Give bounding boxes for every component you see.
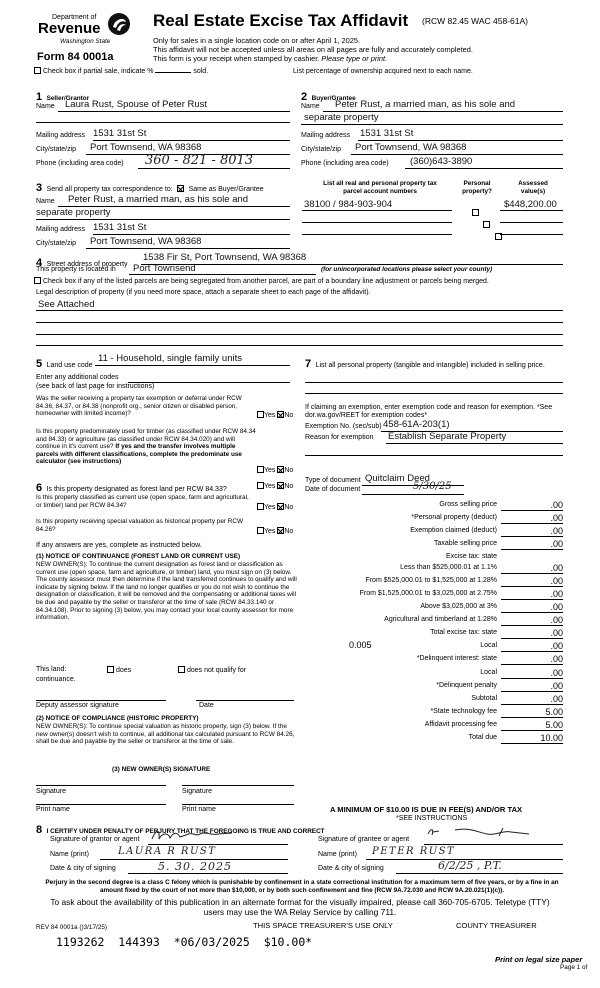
- historic-question: Is this property receiving special valuation as historical property per RCW 84.26?: [36, 518, 244, 533]
- revision-label: REV 84 0001a ()3/17/25): [36, 924, 108, 931]
- page-title: Real Estate Excise Tax Affidavit: [153, 11, 409, 30]
- new-owner-print-label-2: Print name: [182, 806, 216, 813]
- seller-name-field[interactable]: Laura Rust, Spouse of Peter Rust: [65, 99, 208, 110]
- same-as-buyer-checkbox[interactable]: [177, 185, 184, 192]
- seller-city-field[interactable]: Port Townsend, WA 98368: [90, 142, 202, 153]
- calc-row-label: From $1,525,000.01 to $3,025,000 at 2.75%: [359, 590, 497, 597]
- rcw-reference: (RCW 82.45 WAC 458-61A): [422, 16, 528, 26]
- grantee-name-label: Name (print): [318, 851, 357, 858]
- grantee-signature-label: Signature of grantee or agent: [318, 836, 410, 843]
- treasurer-use-label: THIS SPACE TREASURER'S USE ONLY: [253, 921, 393, 930]
- calc-row-value[interactable]: .00: [501, 615, 563, 626]
- current-use-yes-checkbox[interactable]: [257, 503, 264, 510]
- header-note-2: This affidavit will not be accepted unless all areas on all pages are fully and accurately completed.: [153, 45, 473, 54]
- calc-row: [305, 513, 567, 525]
- calc-row-value[interactable]: .00: [501, 576, 563, 587]
- logo-dept: Department of: [52, 14, 97, 21]
- calc-row-label: Local: [480, 669, 497, 676]
- calc-row: [305, 681, 567, 693]
- timber-yes-no: Yes No: [257, 466, 293, 476]
- current-use-yes-no: Yes No: [257, 503, 293, 513]
- calc-row-value[interactable]: 10.00: [501, 733, 563, 744]
- buyer-phone-field[interactable]: (360)643-3890: [410, 156, 473, 167]
- timber-yes-checkbox[interactable]: [257, 466, 264, 473]
- compliance-heading: (2) NOTICE OF COMPLIANCE (HISTORIC PROPERTY): [36, 715, 199, 722]
- form-number: Form 84 0001a: [37, 51, 114, 63]
- exemption-number-label: Exemption No. (sec/sub): [305, 423, 382, 430]
- compliance-body: NEW OWNER(S): To continue special valuation as historic property, sign (3) below. If the new owner(s) doesn't wish to continue, all additional tax calculated pursuant to RCW 84.26, shall be due and payable by the seller or transferor at the time of sale.: [36, 723, 295, 746]
- calc-row-value[interactable]: .00: [501, 526, 563, 537]
- calc-row: [305, 733, 567, 745]
- property-street-field[interactable]: 1538 Fir St, Port Townsend, WA 98368: [143, 252, 307, 263]
- located-field[interactable]: Port Townsend: [133, 263, 196, 274]
- calc-row-label: Total excise tax: state: [430, 629, 497, 636]
- forest-no-checkbox[interactable]: [277, 482, 284, 489]
- new-owner-signature-label-1: Signature: [36, 788, 66, 795]
- assessed-value-field[interactable]: $448,200.00: [504, 199, 557, 210]
- exemption-question: Was the seller receiving a property tax exemption or deferral under RCW 84.36, 84.37, or 84.38 (nonprofit org., senior citizen or disabled person, homeowner with limited income)?: [36, 395, 242, 418]
- historic-yes-no: Yes No: [257, 527, 293, 537]
- document-date-field[interactable]: 5/30/25: [413, 481, 452, 492]
- does-qualify-checkbox[interactable]: [107, 666, 114, 673]
- calc-row-value[interactable]: .00: [501, 654, 563, 665]
- calc-row-label: Above $3,025,000 at 3%: [420, 603, 497, 610]
- legal-description-field[interactable]: See Attached: [38, 299, 95, 310]
- accessibility-notice: To ask about the availability of this publication in an alternate format for the visually impaired, please call 360-705-6705. Teletype (TTY) users may use the WA Relay Service by calling 711.: [50, 897, 550, 917]
- segregated-checkbox[interactable]: [34, 277, 41, 284]
- calc-row-value[interactable]: .00: [501, 694, 563, 705]
- correspondence-mailing-label: Mailing address: [36, 226, 86, 233]
- grantor-name-field[interactable]: LAURA R RUST: [118, 846, 217, 857]
- section-5-heading: 5 Land use code: [36, 358, 93, 370]
- calc-row-label: Local: [480, 642, 497, 649]
- section-4-heading: 4 Street address of property: [36, 257, 128, 269]
- partial-sale-checkbox[interactable]: [34, 67, 41, 74]
- calc-row: [305, 720, 567, 732]
- buyer-city-label: City/state/zip: [301, 146, 342, 153]
- calc-row-value[interactable]: .00: [501, 681, 563, 692]
- seller-name-label: Name: [36, 103, 55, 110]
- buyer-city-field[interactable]: Port Townsend, WA 98368: [355, 142, 467, 153]
- calc-row: [305, 615, 567, 627]
- cashier-stamp: 1193262 144393 *06/03/2025 $10.00*: [56, 935, 313, 949]
- exemption-yes-no: Yes No: [257, 411, 293, 421]
- current-use-question: Is this property classified as current use (open space, farm and agricultural, or timber) land per RCW 84.34?: [36, 494, 249, 509]
- grantee-date-field[interactable]: 6/2/25 , P.T.: [438, 859, 502, 872]
- calc-row-value[interactable]: 5.00: [501, 707, 563, 718]
- perjury-notice: Perjury in the second degree is a class C felony which is punishable by confinement in a state correctional institution for a maximum term of five years, or by a fine in an amount fixed by the court of not more than $10,000, or by both such confinement and fine (RCW 9A.72.030 and RCW 9A.20.021(1)(c)).: [45, 879, 559, 894]
- grantee-signature[interactable]: [425, 824, 535, 842]
- calc-row-value[interactable]: .00: [501, 500, 563, 511]
- page-number: Page 1 of: [560, 964, 588, 971]
- land-use-code-field[interactable]: 11 - Household, single family units: [98, 353, 242, 364]
- new-owner-print-label-1: Print name: [36, 806, 70, 813]
- correspondence-mailing-field[interactable]: 1531 31st St: [93, 222, 147, 233]
- grantor-date-field[interactable]: 5. 30. 2025: [158, 860, 232, 873]
- calc-row: [305, 654, 567, 666]
- continuance-heading: (1) NOTICE OF CONTINUANCE (FOREST LAND OR CURRENT USE): [36, 553, 241, 560]
- calc-row-label: Total due: [468, 734, 497, 741]
- deputy-date-label: Date: [199, 702, 214, 709]
- calc-row-value[interactable]: .00: [501, 589, 563, 600]
- parcel-header: List all real and personal property tax parcel account numbers: [323, 180, 437, 195]
- section-8-heading: 8 I CERTIFY UNDER PENALTY OF PERJURY THAT THE FOREGOING IS TRUE AND CORRECT: [36, 824, 325, 836]
- continuance-label: continuance.: [36, 676, 76, 683]
- forest-yes-no: Yes No: [257, 482, 293, 492]
- calc-row-label: *Delinquent penalty: [436, 682, 497, 689]
- located-note: (for unincorporated locations please select your county): [321, 266, 493, 273]
- minimum-due-notice: A MINIMUM OF $10.00 IS DUE IN FEE(S) AND/OR TAX: [330, 805, 523, 814]
- forest-yes-checkbox[interactable]: [257, 482, 264, 489]
- calc-row: [305, 576, 567, 588]
- grantee-date-label: Date & city of signing: [318, 865, 384, 872]
- timber-no-checkbox[interactable]: [277, 466, 284, 473]
- legal-description-label: Legal description of property (if you need more space, attach a separate sheet to each page of the affidavit).: [36, 289, 371, 296]
- section-2-heading: 2 Buyer/Grantee: [301, 91, 356, 103]
- correspondence-city-label: City/state/zip: [36, 240, 77, 247]
- historic-no-checkbox[interactable]: [277, 527, 284, 534]
- exemption-number-field[interactable]: 458-61A-203(1): [383, 419, 450, 430]
- calc-row-value[interactable]: .00: [501, 628, 563, 639]
- legal-size-note: Print on legal size paper: [495, 955, 583, 964]
- washington-swirl-icon: [107, 12, 131, 36]
- if-any-note: If any answers are yes, complete as instructed below.: [36, 542, 202, 549]
- calc-row-label: Less than $525,000.01 at 1.1%: [400, 564, 497, 571]
- calc-row-label: Gross selling price: [439, 501, 497, 508]
- local-rate: 0.005: [349, 640, 372, 650]
- this-land-label: This land:: [36, 666, 67, 673]
- assessed-value-header: Assessed value(s): [518, 180, 548, 195]
- personal-property-checkbox-2[interactable]: [483, 221, 490, 228]
- new-owner-signature-label-2: Signature: [182, 788, 212, 795]
- calc-row-label: Exemption claimed (deduct): [410, 527, 497, 534]
- calc-row: [305, 539, 567, 551]
- correspondence-name-label: Name: [36, 198, 55, 205]
- document-type-label: Type of document: [305, 477, 361, 484]
- seller-phone-label: Phone (including area code): [36, 160, 124, 167]
- calc-row-value[interactable]: .00: [501, 563, 563, 574]
- current-use-no-checkbox[interactable]: [277, 503, 284, 510]
- grantor-date-label: Date & city of signing: [50, 865, 116, 872]
- section-3-heading: 3 Send all property tax correspondence to: Same as Buyer/Grantee: [36, 182, 264, 194]
- seller-city-label: City/state/zip: [36, 146, 77, 153]
- calc-row-label: Affidavit processing fee: [424, 721, 497, 728]
- does-not-qualify-checkbox[interactable]: [178, 666, 185, 673]
- additional-codes-note: (see back of last page for instructions): [36, 383, 155, 390]
- buyer-name-label: Name: [301, 103, 320, 110]
- timber-question: Is this property predominately used for timber (as classified under RCW 84.34 and 84.33) or agriculture (as classified under RCW 84.34.020) and will continue in it's current use? If yes and the transfer involves multiple parcels with different classifications, complete the predominate use calculator (see instructions): [36, 428, 256, 466]
- calc-row-label: Agricultural and timberland at 1.28%: [384, 616, 497, 623]
- buyer-mailing-field[interactable]: 1531 31st St: [360, 128, 414, 139]
- does-qualify-row: does: [107, 666, 131, 676]
- located-label: This property is located in: [36, 266, 116, 273]
- calc-row-label: From $525,000.01 to $1,525,000 at 1.28%: [365, 577, 497, 584]
- seller-mailing-field[interactable]: 1531 31st St: [93, 128, 147, 139]
- section-1-heading: 1 Seller/Grantor: [36, 91, 90, 103]
- exemption-reason-label: Reason for exemption: [305, 434, 374, 441]
- section-7-heading: 7 List all personal property (tangible and intangible) included in selling price.: [305, 358, 545, 370]
- grantor-name-label: Name (print): [50, 851, 89, 858]
- exemption-yes-checkbox[interactable]: [257, 411, 264, 418]
- county-treasurer-label: COUNTY TREASURER: [456, 921, 537, 930]
- continuance-body: NEW OWNER(S): To continue the current designation as forest land or classification as current use (open space, farm and agriculture, or timber) land, you must sign on (3) below. The county assessor must then determine if the land transferred continues to qualify and will indicate by signing below. If the land no longer qualifies or you do not wish to continue the designation or classification, it will be removed and the compensating or additional taxes will be due and payable by the seller or transferor at the time of sale (RCW 84.33.140 or 84.34.108). Prior to signing (3) below, you may contact your local county assessor for more information.: [36, 561, 297, 622]
- correspondence-city-field[interactable]: Port Townsend, WA 98368: [90, 236, 202, 247]
- calc-row: [305, 500, 567, 512]
- segregated-row: Check box if any of the listed parcels are being segregated from another parcel, are part of a boundary line adjustment or parcels being merged.: [34, 277, 489, 287]
- buyer-name-field-1[interactable]: Peter Rust, a married man, as his sole and: [335, 99, 516, 110]
- buyer-phone-label: Phone (including area code): [301, 160, 389, 167]
- calc-row: [305, 602, 567, 614]
- document-date-label: Date of document: [305, 486, 361, 493]
- header-note-1: Only for sales in a single location code on or after April 1, 2025.: [153, 36, 361, 45]
- calc-row: [305, 589, 567, 601]
- partial-sale-row: Check box if partial sale, indicate % sold.: [34, 67, 208, 77]
- buyer-mailing-label: Mailing address: [301, 132, 351, 139]
- calc-row-value[interactable]: .00: [501, 602, 563, 613]
- seller-phone-field[interactable]: 360 - 821 - 8013: [145, 153, 254, 168]
- logo-state: Washington State: [60, 38, 111, 45]
- personal-property-checkbox-1[interactable]: [472, 209, 479, 216]
- exemption-no-checkbox[interactable]: [277, 411, 284, 418]
- calc-row: [305, 526, 567, 538]
- historic-yes-checkbox[interactable]: [257, 527, 264, 534]
- additional-codes-label: Enter any additional codes: [36, 374, 119, 381]
- calc-row-label: *Delinquent interest: state: [416, 655, 497, 662]
- header-note-3: This form is your receipt when stamped by cashier. Please type or print.: [153, 54, 388, 63]
- calc-row-label: Subtotal: [471, 695, 497, 702]
- parcel-number-field[interactable]: 38100 / 984-903-904: [304, 199, 393, 210]
- calc-row: [305, 694, 567, 706]
- calc-row-label: Taxable selling price: [433, 540, 497, 547]
- exemption-instructions: If claiming an exemption, enter exemption code and reason for exemption. *See dor.wa.gov/REET for exemption codes*: [305, 404, 553, 419]
- see-instructions-note: *SEE INSTRUCTIONS: [396, 815, 468, 822]
- personal-property-header: Personal property?: [462, 180, 492, 195]
- calc-row-value[interactable]: .00: [501, 513, 563, 524]
- correspondence-name-field-1[interactable]: Peter Rust, a married man, as his sole and: [68, 194, 249, 205]
- grantor-signature[interactable]: [148, 827, 236, 843]
- document-type-field[interactable]: Quitclaim Deed: [365, 473, 430, 484]
- dor-logo: [34, 12, 134, 56]
- correspondence-name-field-2[interactable]: separate property: [36, 207, 111, 218]
- calc-row-value[interactable]: .00: [501, 668, 563, 679]
- calc-row-value[interactable]: .00: [501, 539, 563, 550]
- grantee-name-field[interactable]: PETER RUST: [372, 846, 456, 857]
- calc-row: [305, 668, 567, 680]
- calc-row-label: Excise tax: state: [446, 553, 497, 560]
- calc-row-label: *Personal property (deduct): [411, 514, 497, 521]
- buyer-name-field-2[interactable]: separate property: [304, 112, 379, 123]
- calc-row-label: *State technology fee: [430, 708, 497, 715]
- new-owner-signature-heading: (3) NEW OWNER(S) SIGNATURE: [112, 766, 211, 773]
- seller-mailing-label: Mailing address: [36, 132, 86, 139]
- calc-row: [305, 641, 567, 653]
- ownership-note: List percentage of ownership acquired next to each name.: [293, 68, 473, 75]
- calc-row: [305, 707, 567, 719]
- deputy-signature-label: Deputy assessor signature: [36, 702, 119, 709]
- does-not-qualify-row: does not qualify for: [178, 666, 246, 676]
- section-6-heading: 6 Is this property designated as forest land per RCW 84.33?: [36, 482, 227, 494]
- calc-row-value[interactable]: 5.00: [501, 720, 563, 731]
- logo-revenue: Revenue: [38, 20, 101, 37]
- calc-row: [305, 563, 567, 575]
- exemption-reason-field[interactable]: Establish Separate Property: [388, 431, 507, 442]
- calc-row-value[interactable]: .00: [501, 641, 563, 652]
- grantor-signature-label: Signature of grantor or agent: [50, 836, 140, 843]
- calc-row: [305, 628, 567, 640]
